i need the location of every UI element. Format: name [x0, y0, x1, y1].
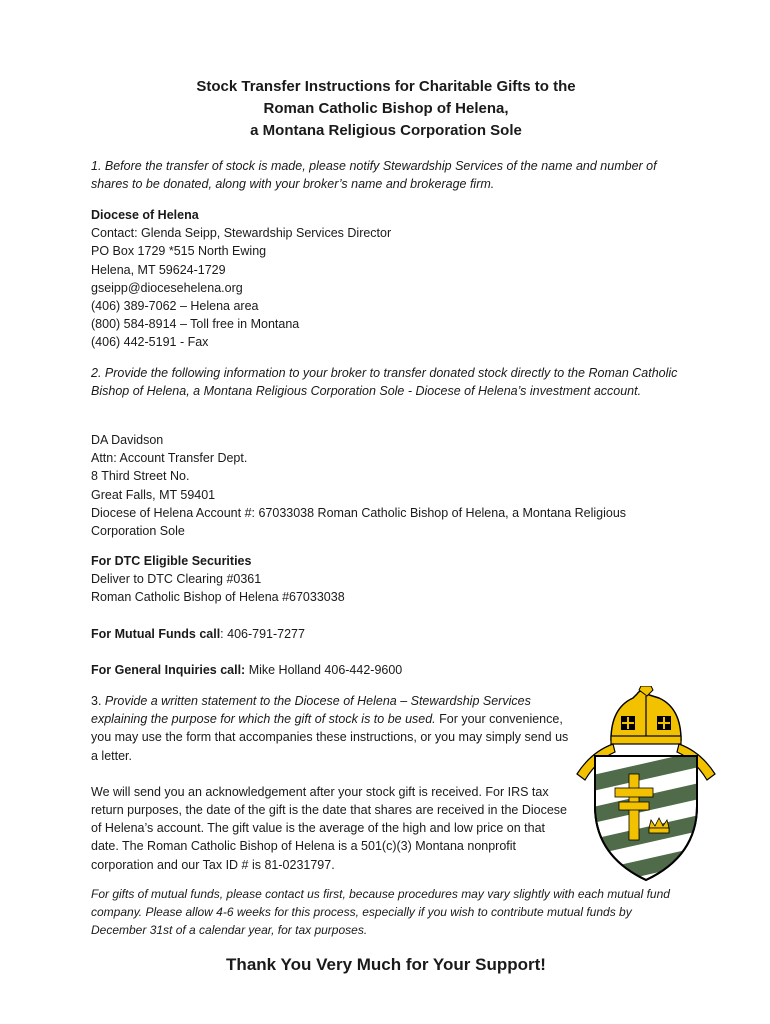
- step-3-text: [91, 692, 569, 765]
- diocese-coat-of-arms: [571, 686, 721, 882]
- dtc-deliver: Deliver to DTC Clearing #0361: [91, 572, 262, 587]
- diocese-city: Helena, MT 59624-1729: [91, 262, 226, 277]
- broker-name: DA Davidson: [91, 433, 164, 447]
- step-3-rest: For your convenience, you may use the form that accompanies these instructions, or you may simply send us a letter.: [91, 712, 569, 763]
- broker-account: Diocese of Helena Account #: 67033038 Roman Catholic Bishop of Helena, a Montana Religious Corporation Sole: [91, 505, 627, 539]
- dtc-account: Roman Catholic Bishop of Helena #67033038: [91, 590, 345, 605]
- acknowledgement-text: We will send you an acknowledgement after your stock gift is received. For IRS tax return purposes, the date of the gift is the date that shares are received in the Diocese of Helena’s account. The gift value is the average of the high and low price on that date. The Roman Catholic Bishop of Helena is a 501(c)(3) Montana nonprofit corporation and our Tax ID # is 81-0231797.: [91, 784, 567, 872]
- title-line-3: a Montana Religious Corporation Sole: [250, 122, 522, 139]
- diocese-phone-local: (406) 389-7062 – Helena area: [91, 299, 259, 314]
- diocese-heading: Diocese of Helena: [91, 208, 199, 222]
- step-3-number: 3.: [91, 694, 105, 708]
- diocese-po-box: PO Box 1729 *515 North Ewing: [91, 244, 267, 259]
- mutual-funds-label: For Mutual Funds call: [91, 627, 221, 641]
- mitre-icon: [611, 686, 681, 744]
- step-3-section: [91, 692, 569, 874]
- inquiries-contact: Mike Holland 406-442-9600: [245, 663, 403, 677]
- broker-attn: Attn: Account Transfer Dept.: [91, 451, 248, 466]
- dtc-block: [91, 552, 681, 607]
- broker-street: 8 Third Street No.: [91, 469, 190, 484]
- step-1-text: 1. Before the transfer of stock is made, please notify Stewardship Services of the name and number of shares to be donated, along with your broker’s name and brokerage firm.: [91, 159, 657, 192]
- title-line-1: Stock Transfer Instructions for Charitable Gifts to the: [196, 78, 576, 95]
- dtc-heading: For DTC Eligible Securities: [91, 554, 252, 568]
- step-2-text: 2. Provide the following information to your broker to transfer donated stock directly to the Roman Catholic Bishop of Helena, a Montana Religious Corporation Sole - Diocese of Helena’s investment account.: [91, 366, 678, 399]
- document-title: [91, 76, 681, 142]
- diocese-phone-tollfree: (800) 584-8914 – Toll free in Montana: [91, 317, 300, 332]
- inquiries-line: [91, 661, 681, 679]
- diocese-contact-block: [91, 206, 681, 352]
- diocese-contact: Contact: Glenda Seipp, Stewardship Services Director: [91, 226, 392, 241]
- diocese-email[interactable]: gseipp@diocesehelena.org: [91, 280, 243, 295]
- thank-you-heading: Thank You Very Much for Your Support!: [226, 955, 546, 974]
- step-3-italic: Provide a written statement to the Diocese of Helena – Stewardship Services explaining the purpose for which the gift of stock is to be used.: [91, 694, 531, 727]
- mutual-funds-note: For gifts of mutual funds, please contact us first, because procedures may vary slightly with each mutual fund company. Please allow 4-6 weeks for this process, especially if you wish to contribute mutual funds by December 31st of a calendar year, for tax purposes.: [91, 887, 670, 937]
- title-line-2: Roman Catholic Bishop of Helena,: [263, 100, 509, 117]
- mutual-funds-phone: : 406-791-7277: [220, 627, 305, 641]
- broker-block: [91, 431, 681, 540]
- diocese-fax: (406) 442-5191 - Fax: [91, 335, 209, 350]
- mutual-funds-line: [91, 625, 681, 643]
- broker-city: Great Falls, MT 59401: [91, 487, 216, 502]
- inquiries-label: For General Inquiries call:: [91, 663, 246, 677]
